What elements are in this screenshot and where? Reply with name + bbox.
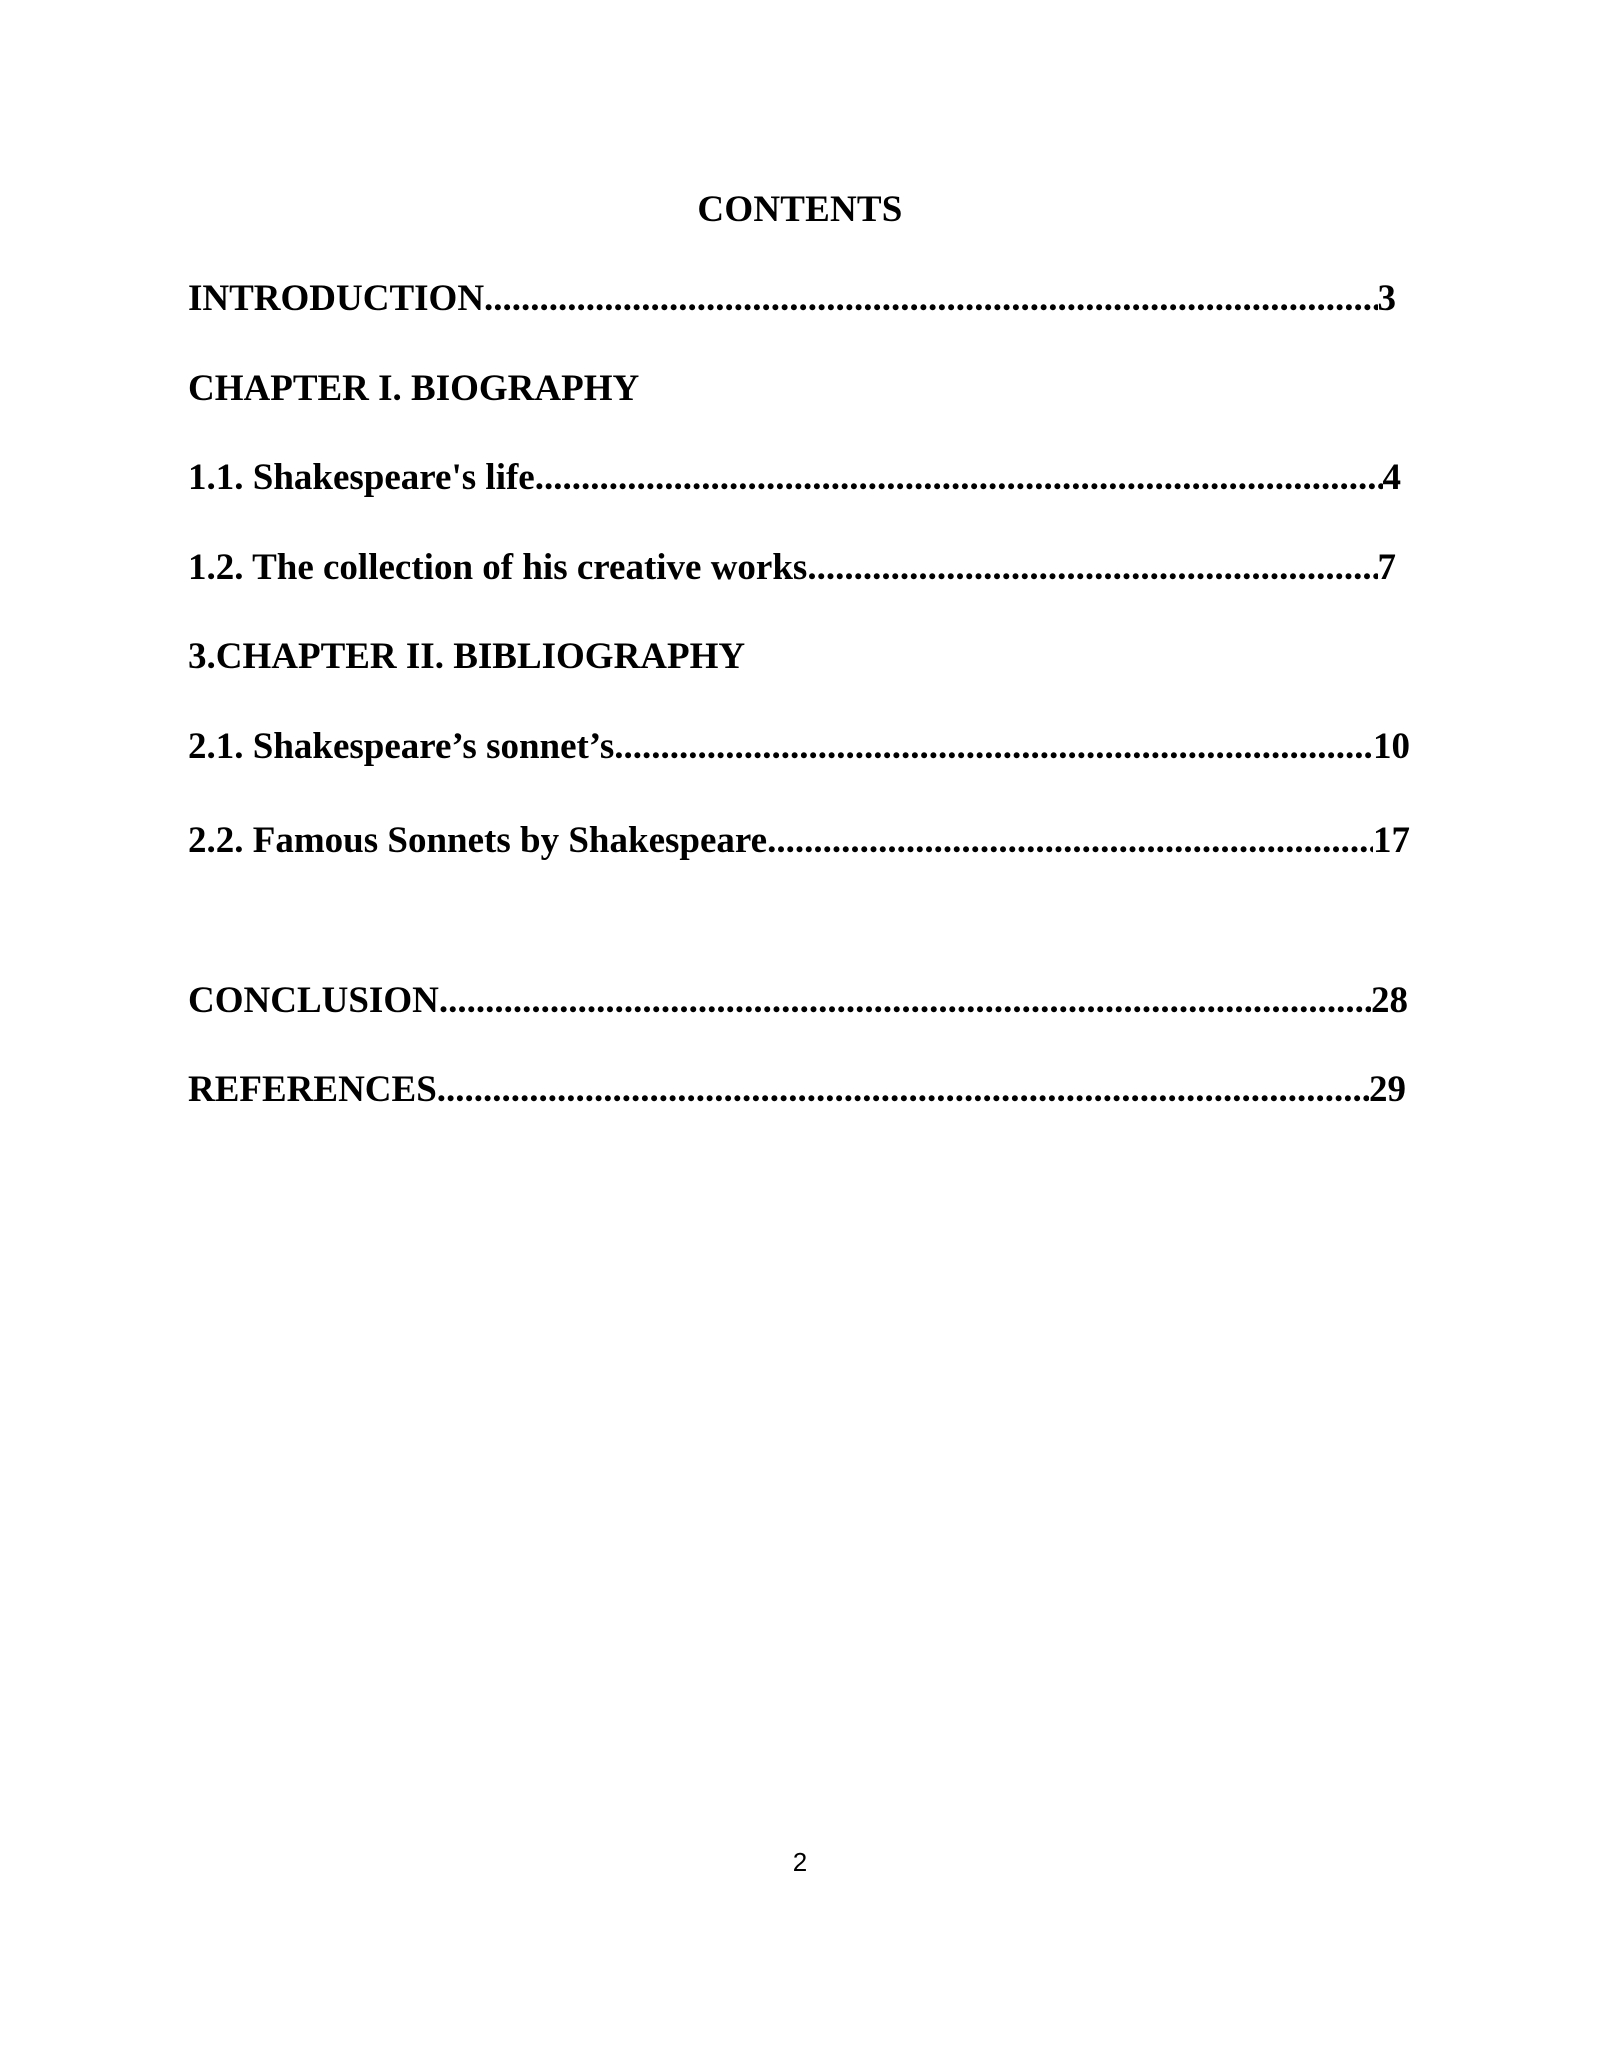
toc-entry-page: 28 [1371,980,1408,1021]
toc-entry-page: 4 [1382,457,1401,498]
toc-entry-famous-sonnets[interactable] [188,818,1410,864]
toc-entry-references[interactable] [188,1067,1406,1113]
page-number: 2 [792,1847,808,1877]
toc-entry-label: 1.1. Shakespeare's life [188,457,535,498]
toc-dot-leader [437,1067,1369,1113]
toc-entry-page: 7 [1377,547,1396,588]
toc-entry-label: CONCLUSION [188,980,439,1021]
toc-entry-label: 2.1. Shakespeare’s sonnet’s [188,726,615,767]
toc-entry-conclusion[interactable] [188,978,1408,1024]
toc-entry-sonnets[interactable] [188,724,1410,770]
toc-entry-page: 3 [1377,278,1396,319]
toc-entry-shakespeares-life[interactable] [188,455,1401,501]
toc-entry-page: 17 [1373,820,1410,861]
toc-entry-introduction[interactable] [188,276,1396,322]
toc-entry-label: 2.2. Famous Sonnets by Shakespeare [188,820,768,861]
toc-dot-leader [535,455,1383,501]
toc-entry-label: 1.2. The collection of his creative works [188,547,808,588]
toc-dot-leader [614,724,1373,770]
toc-entry-label: INTRODUCTION [188,278,485,319]
toc-heading-chapter-1[interactable]: CHAPTER I. BIOGRAPHY [188,368,640,409]
toc-dot-leader [484,276,1377,322]
toc-dot-leader [439,978,1371,1024]
toc-entry-page: 10 [1373,726,1410,767]
toc-dot-leader [767,818,1373,864]
toc-entry-page: 29 [1369,1069,1406,1110]
toc-dot-leader [807,545,1377,591]
toc-entry-label: REFERENCES [188,1069,437,1110]
toc-heading-chapter-2[interactable]: 3.CHAPTER II. BIBLIOGRAPHY [188,636,746,677]
contents-title: CONTENTS [697,189,903,230]
toc-entry-creative-works[interactable] [188,545,1396,591]
